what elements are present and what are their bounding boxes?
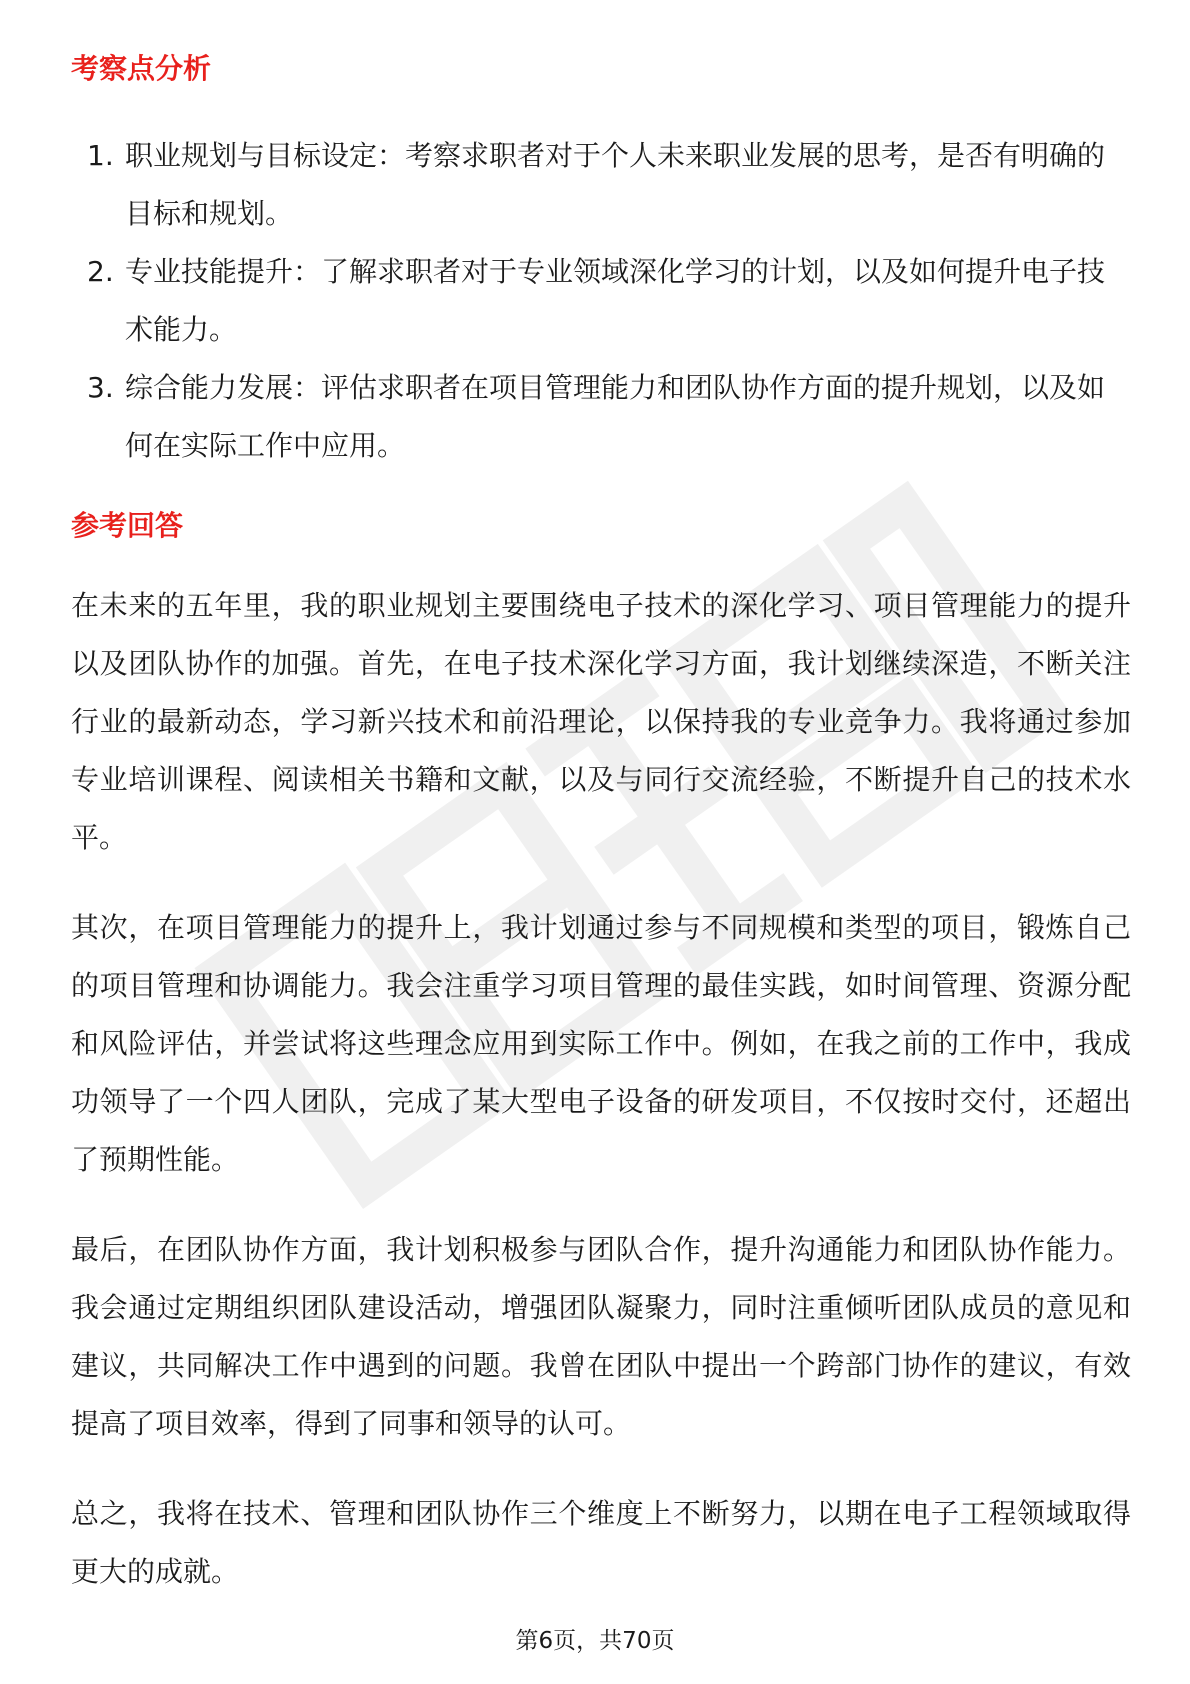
list-item-number: 3. — [87, 371, 114, 404]
list-item — [71, 243, 1131, 359]
analysis-section-title: 考察点分析 — [71, 52, 212, 85]
list-item — [71, 127, 1131, 243]
list-item-number: 2. — [87, 255, 114, 288]
answer-paragraph: 最后，在团队协作方面，我计划积极参与团队合作，提升沟通能力和团队协作能力。我会通过定期组织团队建设活动，增强团队凝聚力，同时注重倾听团队成员的意见和建议，共同解决工作中遇到的问题。我曾在团队中提出一个跨部门协作的建议，有效提高了项目效率，得到了同事和领导的认可。 — [71, 1233, 1131, 1440]
list-item — [71, 359, 1131, 475]
page-number-footer: 第6页，共70页 — [515, 1628, 675, 1654]
answer-paragraph: 在未来的五年里，我的职业规划主要围绕电子技术的深化学习、项目管理能力的提升以及团队协作的加强。首先，在电子技术深化学习方面，我计划继续深造，不断关注行业的最新动态，学习新兴技术和前沿理论，以保持我的专业竞争力。我将通过参加专业培训课程、阅读相关书籍和文献，以及与同行交流经验，不断提升自己的技术水平。 — [71, 589, 1131, 854]
answer-section-title: 参考回答 — [71, 509, 184, 542]
answer-paragraph: 总之，我将在技术、管理和团队协作三个维度上不断努力，以期在电子工程领域取得更大的成就。 — [71, 1497, 1131, 1588]
content-area — [71, 40, 1131, 1633]
analysis-points-list — [71, 127, 1131, 475]
list-item-text: 职业规划与目标设定：考察求职者对于个人未来职业发展的思考，是否有明确的目标和规划。 — [125, 139, 1106, 230]
list-item-number: 1. — [87, 139, 114, 172]
list-item-text: 综合能力发展：评估求职者在项目管理能力和团队协作方面的提升规划，以及如何在实际工作中应用。 — [125, 371, 1106, 462]
list-item-text: 专业技能提升：了解求职者对于专业领域深化学习的计划，以及如何提升电子技术能力。 — [125, 255, 1106, 346]
answer-paragraph: 其次，在项目管理能力的提升上，我计划通过参与不同规模和类型的项目，锻炼自己的项目管理和协调能力。我会注重学习项目管理的最佳实践，如时间管理、资源分配和风险评估，并尝试将这些理念应用到实际工作中。例如，在我之前的工作中，我成功领导了一个四人团队，完成了某大型电子设备的研发项目，不仅按时交付，还超出了预期性能。 — [71, 911, 1131, 1176]
